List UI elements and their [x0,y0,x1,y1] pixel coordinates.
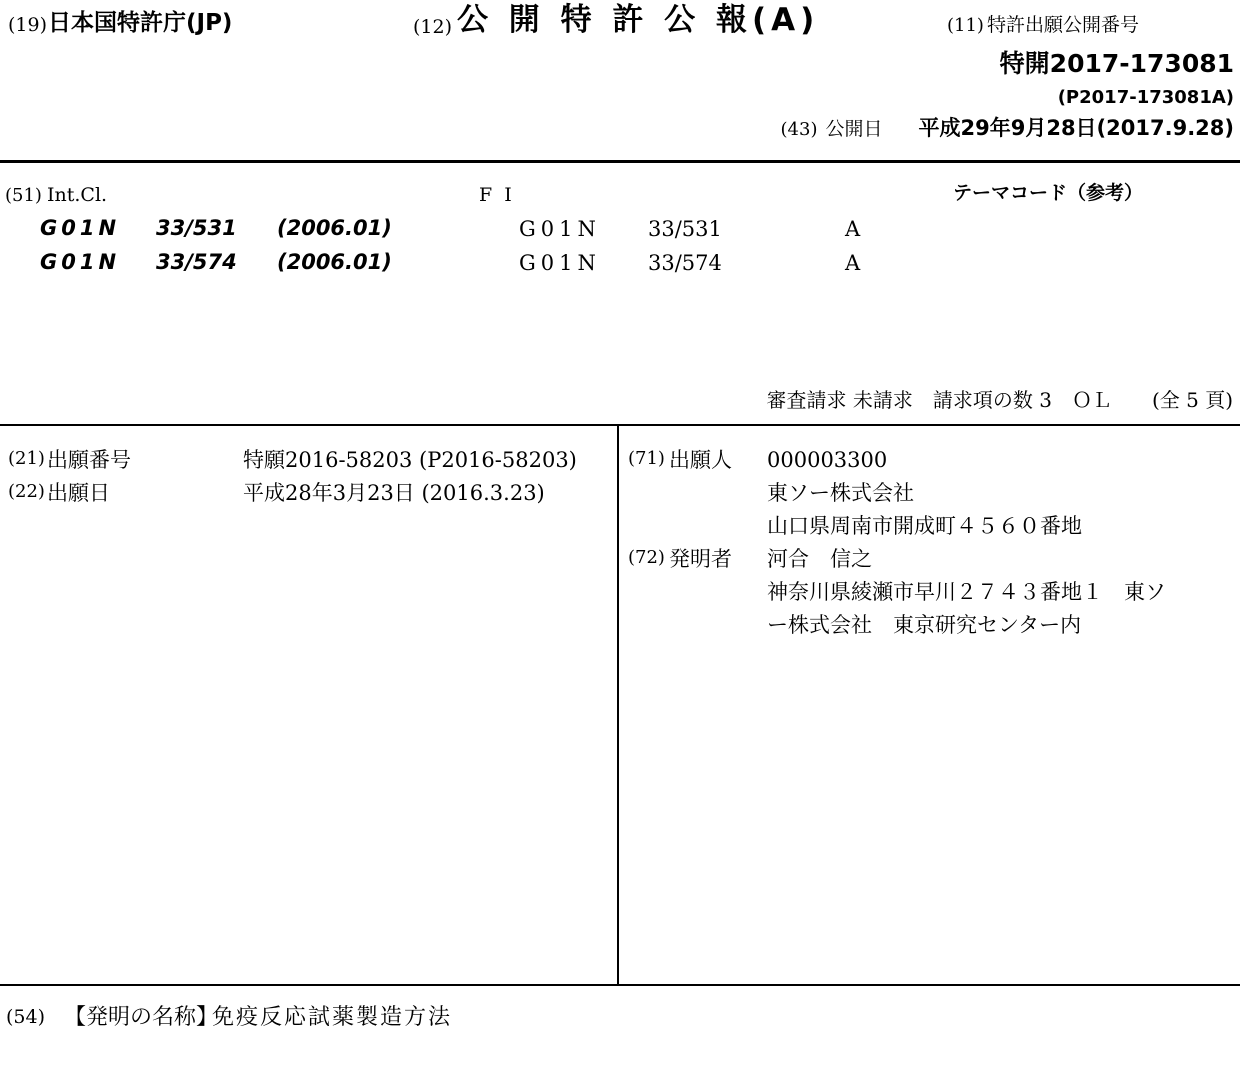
publication-number-parenthesized: (P2017-173081A) [1057,87,1234,108]
publication-date-row [781,116,1234,141]
fi-subclass: 33/531 [648,217,722,241]
intcl-label: Int.Cl. [47,184,108,206]
ipc-version: (2006.01) [277,216,392,240]
inid-code-71: (71) [628,448,665,469]
header-divider-rule [0,160,1240,163]
inid-code-21: (21) [8,448,45,469]
ipc-subclass: 33/531 [156,216,237,240]
inventor-name: 河合 信之 [767,547,872,571]
inid-code-43: (43) [780,119,818,140]
column-divider-rule [617,424,619,986]
publication-date-value: 平成29年9月28日(2017.9.28) [918,116,1234,140]
inid-code-11: (11) [947,15,984,36]
theme-code-label: テーマコード（参考） [953,182,1144,204]
inventor-address-line1: 神奈川県綾瀬市早川２７４３番地１ 東ソ [767,580,1166,604]
inventor-address-line2: ー株式会社 東京研究センター内 [767,613,1082,637]
fi-kind-code: A [845,251,861,275]
ipc-class: G01N [40,216,121,240]
application-date-value: 平成28年3月23日 (2016.3.23) [243,481,545,505]
fi-class: G01N [519,217,601,241]
fi-class: G01N [519,251,601,275]
ipc-class: G01N [40,250,121,274]
application-number-value: 特願2016-58203 (P2016-58203) [243,448,577,472]
applicant-label: 出願人 [669,448,732,472]
inid-code-12: (12) [413,16,453,38]
examination-request-line: 審査請求 未請求 請求項の数 3 ＯＬ (全 5 頁) [766,388,1233,412]
invention-title-text: 免疫反応試薬製造方法 [212,1005,453,1030]
ipc-subclass: 33/574 [156,250,237,274]
gazette-title: 公 開 特 許 公 報(A) [457,2,820,38]
fi-label: F I [479,184,515,206]
fi-subclass: 33/574 [648,251,722,275]
bibliography-bottom-rule [0,984,1240,986]
inid-code-72: (72) [628,547,665,568]
inid-code-54: (54) [6,1006,46,1028]
inid-code-51: (51) [5,185,42,206]
patent-office-name: 日本国特許庁(JP) [48,10,233,36]
publication-number-label: 特許出願公開番号 [987,14,1140,36]
inid-code-19: (19) [8,14,48,36]
publication-date-label: 公開日 [825,118,883,140]
applicant-address: 山口県周南市開成町４５６０番地 [767,514,1082,538]
publication-number: 特開2017-173081 [999,49,1234,78]
applicant-id: 000003300 [767,448,888,472]
ipc-version: (2006.01) [277,250,392,274]
invention-title-label: 【発明の名称】 [64,1005,219,1030]
application-number-label: 出願番号 [47,448,131,472]
inventor-label: 発明者 [669,547,732,571]
application-date-label: 出願日 [47,481,110,505]
bibliography-top-rule [0,424,1240,426]
applicant-name: 東ソー株式会社 [767,481,914,505]
inid-code-22: (22) [8,481,45,502]
fi-kind-code: A [845,217,861,241]
